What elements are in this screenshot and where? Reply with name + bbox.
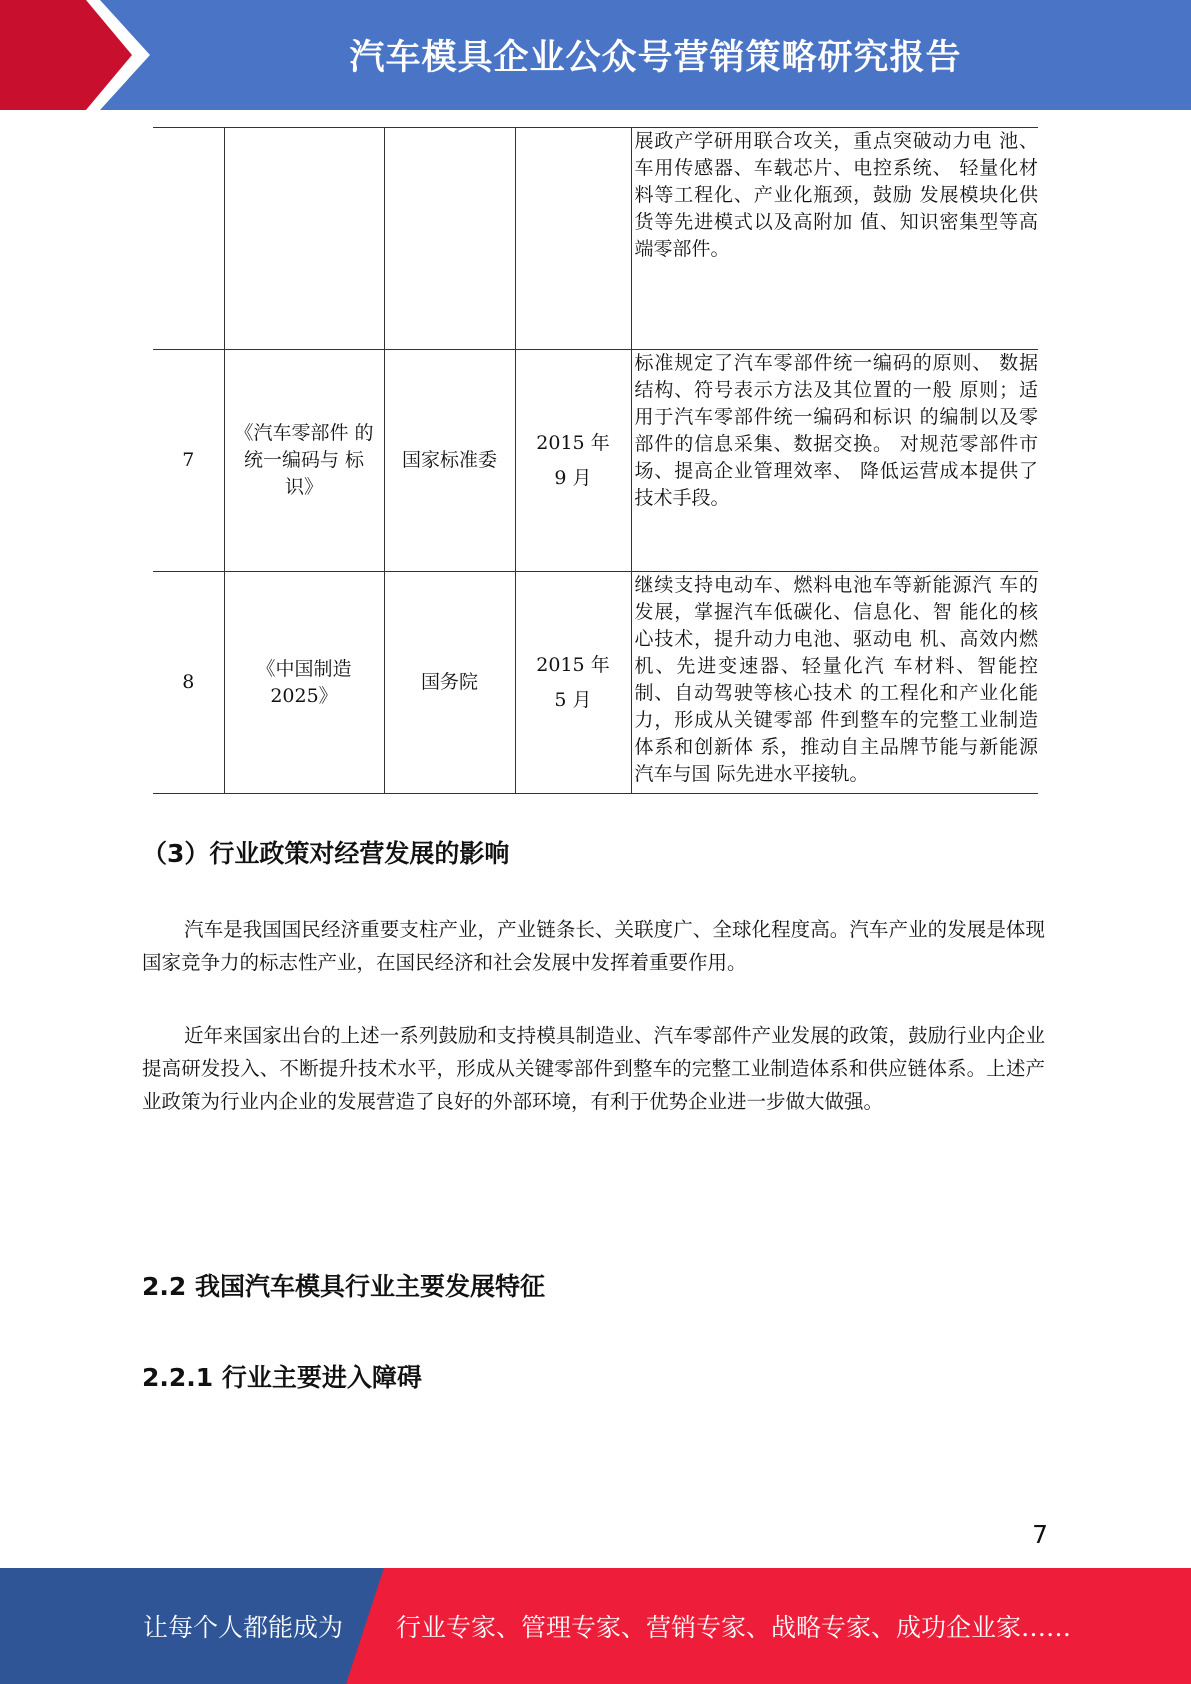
issue-date: 2015 年 5 月 <box>515 572 631 794</box>
row-number <box>153 128 224 350</box>
footer-banner <box>0 1568 1191 1684</box>
table-row <box>153 350 1038 572</box>
body-paragraph: 汽车是我国国民经济重要支柱产业，产业链条长、关联度广、全球化程度高。汽车产业的发展是体现国家竞争力的标志性产业，在国民经济和社会发展中发挥着重要作用。 <box>142 918 1045 974</box>
footer-slogan-right: 行业专家、管理专家、营销专家、战略专家、成功企业家…… <box>396 1613 1072 1642</box>
policy-name: 《汽车零部件 的统一编码与 标识》 <box>224 350 384 572</box>
issuing-body: 国家标准委 <box>384 350 515 572</box>
policy-content: 标准规定了汽车零部件统一编码的原则、 数据结构、符号表示方法及其位置的一般 原则；适用于汽车零部件统一编码和标识 的编制以及零部件的信息采集、数据交换。 对规范零部件市场、提高企业管理效率、 降低运营成本提供了技术手段。 <box>631 350 1038 572</box>
table-row <box>153 572 1038 794</box>
section-heading-2-2: 2.2 我国汽车模具行业主要发展特征 <box>142 1272 545 1301</box>
header-banner <box>0 0 1191 110</box>
policy-content: 展政产学研用联合攻关，重点突破动力电 池、车用传感器、车载芯片、电控系统、 轻量化材料等工程化、产业化瓶颈，鼓励 发展模块化供货等先进模式以及高附加 值、知识密集型等高端零部件。 <box>631 128 1038 350</box>
issuing-body: 国务院 <box>384 572 515 794</box>
policy-content: 继续支持电动车、燃料电池车等新能源汽 车的发展，掌握汽车低碳化、信息化、智 能化的核心技术，提升动力电池、驱动电 机、高效内燃机、先进变速器、轻量化汽 车材料、智能控制、自动驾驶等核心技术 的工程化和产业化能力，形成从关键零部 件到整车的完整工业制造体系和创新体 系，推动自主品牌节能与新能源汽车与国 际先进水平接轨。 <box>631 572 1038 794</box>
table-row <box>153 128 1038 350</box>
policy-name <box>224 128 384 350</box>
footer-slogan-left: 让每个人都能成为 <box>143 1613 344 1642</box>
issue-date: 2015 年 9 月 <box>515 350 631 572</box>
section-heading: （3）行业政策对经营发展的影响 <box>142 839 510 868</box>
body-paragraph: 近年来国家出台的上述一系列鼓励和支持模具制造业、汽车零部件产业发展的政策，鼓励行业内企业提高研发投入、不断提升技术水平，形成从关键零部件到整车的完整工业制造体系和供应链体系。上述产业政策为行业内企业的发展营造了良好的外部环境，有利于优势企业进一步做大做强。 <box>142 1024 1045 1113</box>
row-number: 8 <box>153 572 224 794</box>
header-title: 汽车模具企业公众号营销策略研究报告 <box>349 38 962 78</box>
header-chevron-decoration <box>0 0 150 110</box>
issuing-body <box>384 128 515 350</box>
row-number: 7 <box>153 350 224 572</box>
policy-name: 《中国制造 2025》 <box>224 572 384 794</box>
policy-table <box>153 127 1038 794</box>
issue-date <box>515 128 631 350</box>
section-heading-2-2-1: 2.2.1 行业主要进入障碍 <box>142 1363 422 1392</box>
page-number: 7 <box>1032 1520 1048 1549</box>
